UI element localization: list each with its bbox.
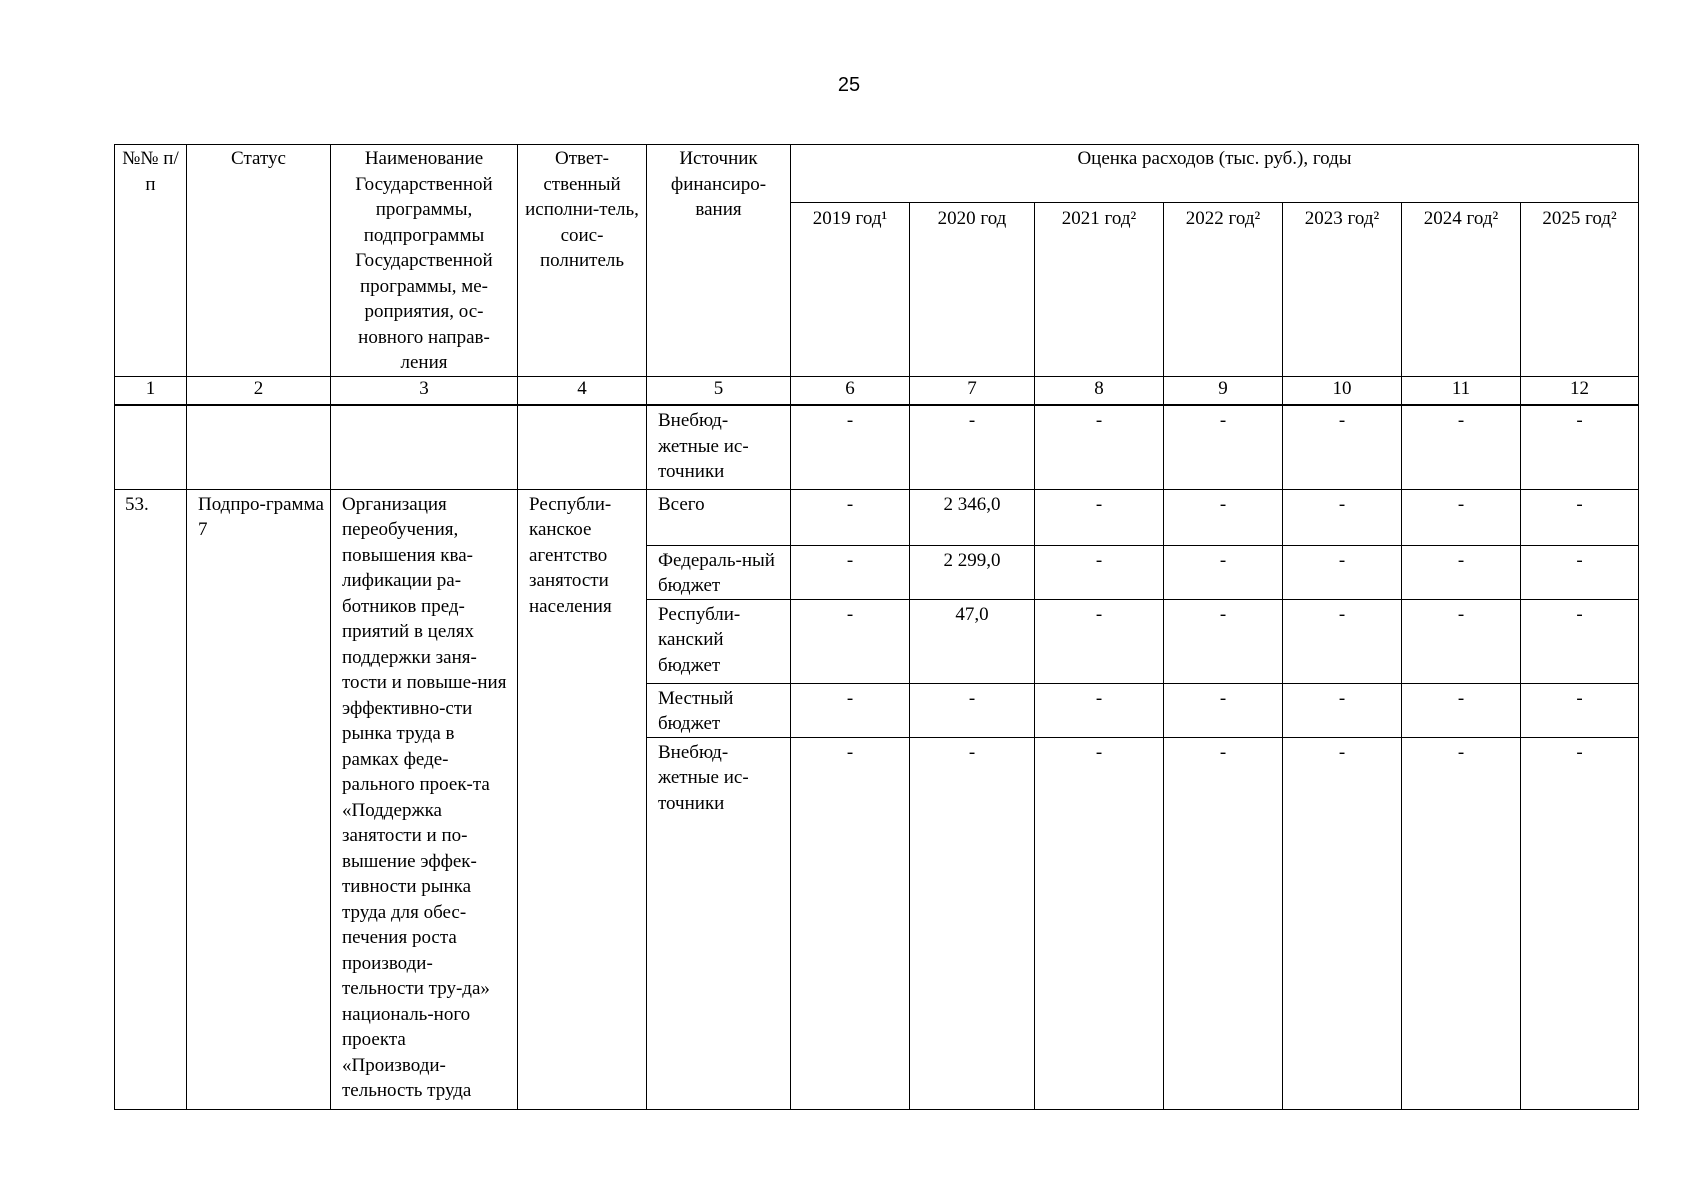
value-cell: -: [1283, 737, 1402, 1109]
value-cell: -: [1402, 599, 1521, 683]
header-year: 2021 год²: [1035, 203, 1164, 376]
empty-cell: [187, 405, 331, 489]
value-cell: -: [910, 683, 1035, 737]
item-number: 53.: [115, 489, 187, 1109]
source-label: Республи-канский бюджет: [647, 599, 791, 683]
value-cell: -: [1035, 405, 1164, 489]
value-cell: -: [1521, 683, 1639, 737]
page-number: 25: [837, 74, 861, 96]
column-number: 5: [647, 376, 791, 405]
value-cell: -: [1402, 545, 1521, 599]
value-cell: -: [1521, 545, 1639, 599]
value-cell: -: [1283, 489, 1402, 545]
source-label: Федераль-ный бюджет: [647, 545, 791, 599]
item-name: Организация переобучения, повышения ква-лификации ра-ботников пред-приятий в целях поддержки заня-тости и повыше-ния эффективно-сти рынка труда в рамках феде-рального проек-та «Поддержка занятости и по-вышение эффек-тивности рынка труда для обес-печения роста производи-тельности тру-да» националь-ного проекта «Производи-тельность труда: [331, 489, 518, 1109]
value-cell: -: [1283, 599, 1402, 683]
value-cell: -: [1035, 737, 1164, 1109]
source-label: Внебюд-жетные ис-точники: [647, 405, 791, 489]
header-expenses-group: Оценка расходов (тыс. руб.), годы: [791, 145, 1639, 203]
value-cell: 2 299,0: [910, 545, 1035, 599]
value-cell: -: [1164, 737, 1283, 1109]
empty-cell: [331, 405, 518, 489]
header-year: 2023 год²: [1283, 203, 1402, 376]
value-cell: -: [1164, 405, 1283, 489]
value-cell: -: [1035, 545, 1164, 599]
value-cell: -: [791, 489, 910, 545]
column-number: 2: [187, 376, 331, 405]
column-number: 6: [791, 376, 910, 405]
column-number: 3: [331, 376, 518, 405]
header-year: 2019 год¹: [791, 203, 910, 376]
value-cell: -: [1402, 405, 1521, 489]
column-number: 1: [115, 376, 187, 405]
value-cell: 2 346,0: [910, 489, 1035, 545]
item-executor: Республи-канское агентство занятости населения: [518, 489, 647, 1109]
table-row: [115, 489, 1639, 545]
value-cell: -: [910, 737, 1035, 1109]
value-cell: -: [791, 599, 910, 683]
value-cell: -: [1283, 683, 1402, 737]
value-cell: -: [1164, 489, 1283, 545]
column-number: 10: [1283, 376, 1402, 405]
header-col-status: Статус: [187, 145, 331, 377]
value-cell: -: [1035, 599, 1164, 683]
value-cell: -: [1035, 683, 1164, 737]
header-col-name: Наименование Государственной программы, подпрограммы Государственной программы, ме-роприятия, ос-новного направ-ления: [331, 145, 518, 377]
column-number: 9: [1164, 376, 1283, 405]
column-number: 4: [518, 376, 647, 405]
source-label: Всего: [647, 489, 791, 545]
column-number: 12: [1521, 376, 1639, 405]
value-cell: -: [1402, 737, 1521, 1109]
header-year: 2024 год²: [1402, 203, 1521, 376]
header-col-number: №№ п/п: [115, 145, 187, 377]
header-year: 2022 год²: [1164, 203, 1283, 376]
value-cell: -: [1283, 545, 1402, 599]
item-status: Подпро-грамма 7: [187, 489, 331, 1109]
header-col-source: Источник финансиро-вания: [647, 145, 791, 377]
value-cell: -: [1521, 737, 1639, 1109]
value-cell: -: [791, 683, 910, 737]
value-cell: -: [1521, 599, 1639, 683]
column-number: 8: [1035, 376, 1164, 405]
column-numbers-row: [115, 376, 1639, 405]
budget-table: [114, 144, 1639, 1110]
empty-cell: [115, 405, 187, 489]
value-cell: -: [1164, 683, 1283, 737]
continuation-row: [115, 405, 1639, 489]
value-cell: -: [1402, 683, 1521, 737]
source-label: Местный бюджет: [647, 683, 791, 737]
empty-cell: [518, 405, 647, 489]
column-number: 11: [1402, 376, 1521, 405]
value-cell: -: [1164, 599, 1283, 683]
header-col-executor: Ответ-ственный исполни-тель, соис-полнитель: [518, 145, 647, 377]
source-label: Внебюд-жетные ис-точники: [647, 737, 791, 1109]
value-cell: 47,0: [910, 599, 1035, 683]
value-cell: -: [1035, 489, 1164, 545]
value-cell: -: [1521, 489, 1639, 545]
column-number: 7: [910, 376, 1035, 405]
header-year: 2025 год²: [1521, 203, 1639, 376]
header-year: 2020 год: [910, 203, 1035, 376]
value-cell: -: [910, 405, 1035, 489]
value-cell: -: [791, 545, 910, 599]
value-cell: -: [1164, 545, 1283, 599]
header-row: [115, 145, 1639, 203]
value-cell: -: [1283, 405, 1402, 489]
value-cell: -: [791, 737, 910, 1109]
value-cell: -: [791, 405, 910, 489]
value-cell: -: [1521, 405, 1639, 489]
value-cell: -: [1402, 489, 1521, 545]
